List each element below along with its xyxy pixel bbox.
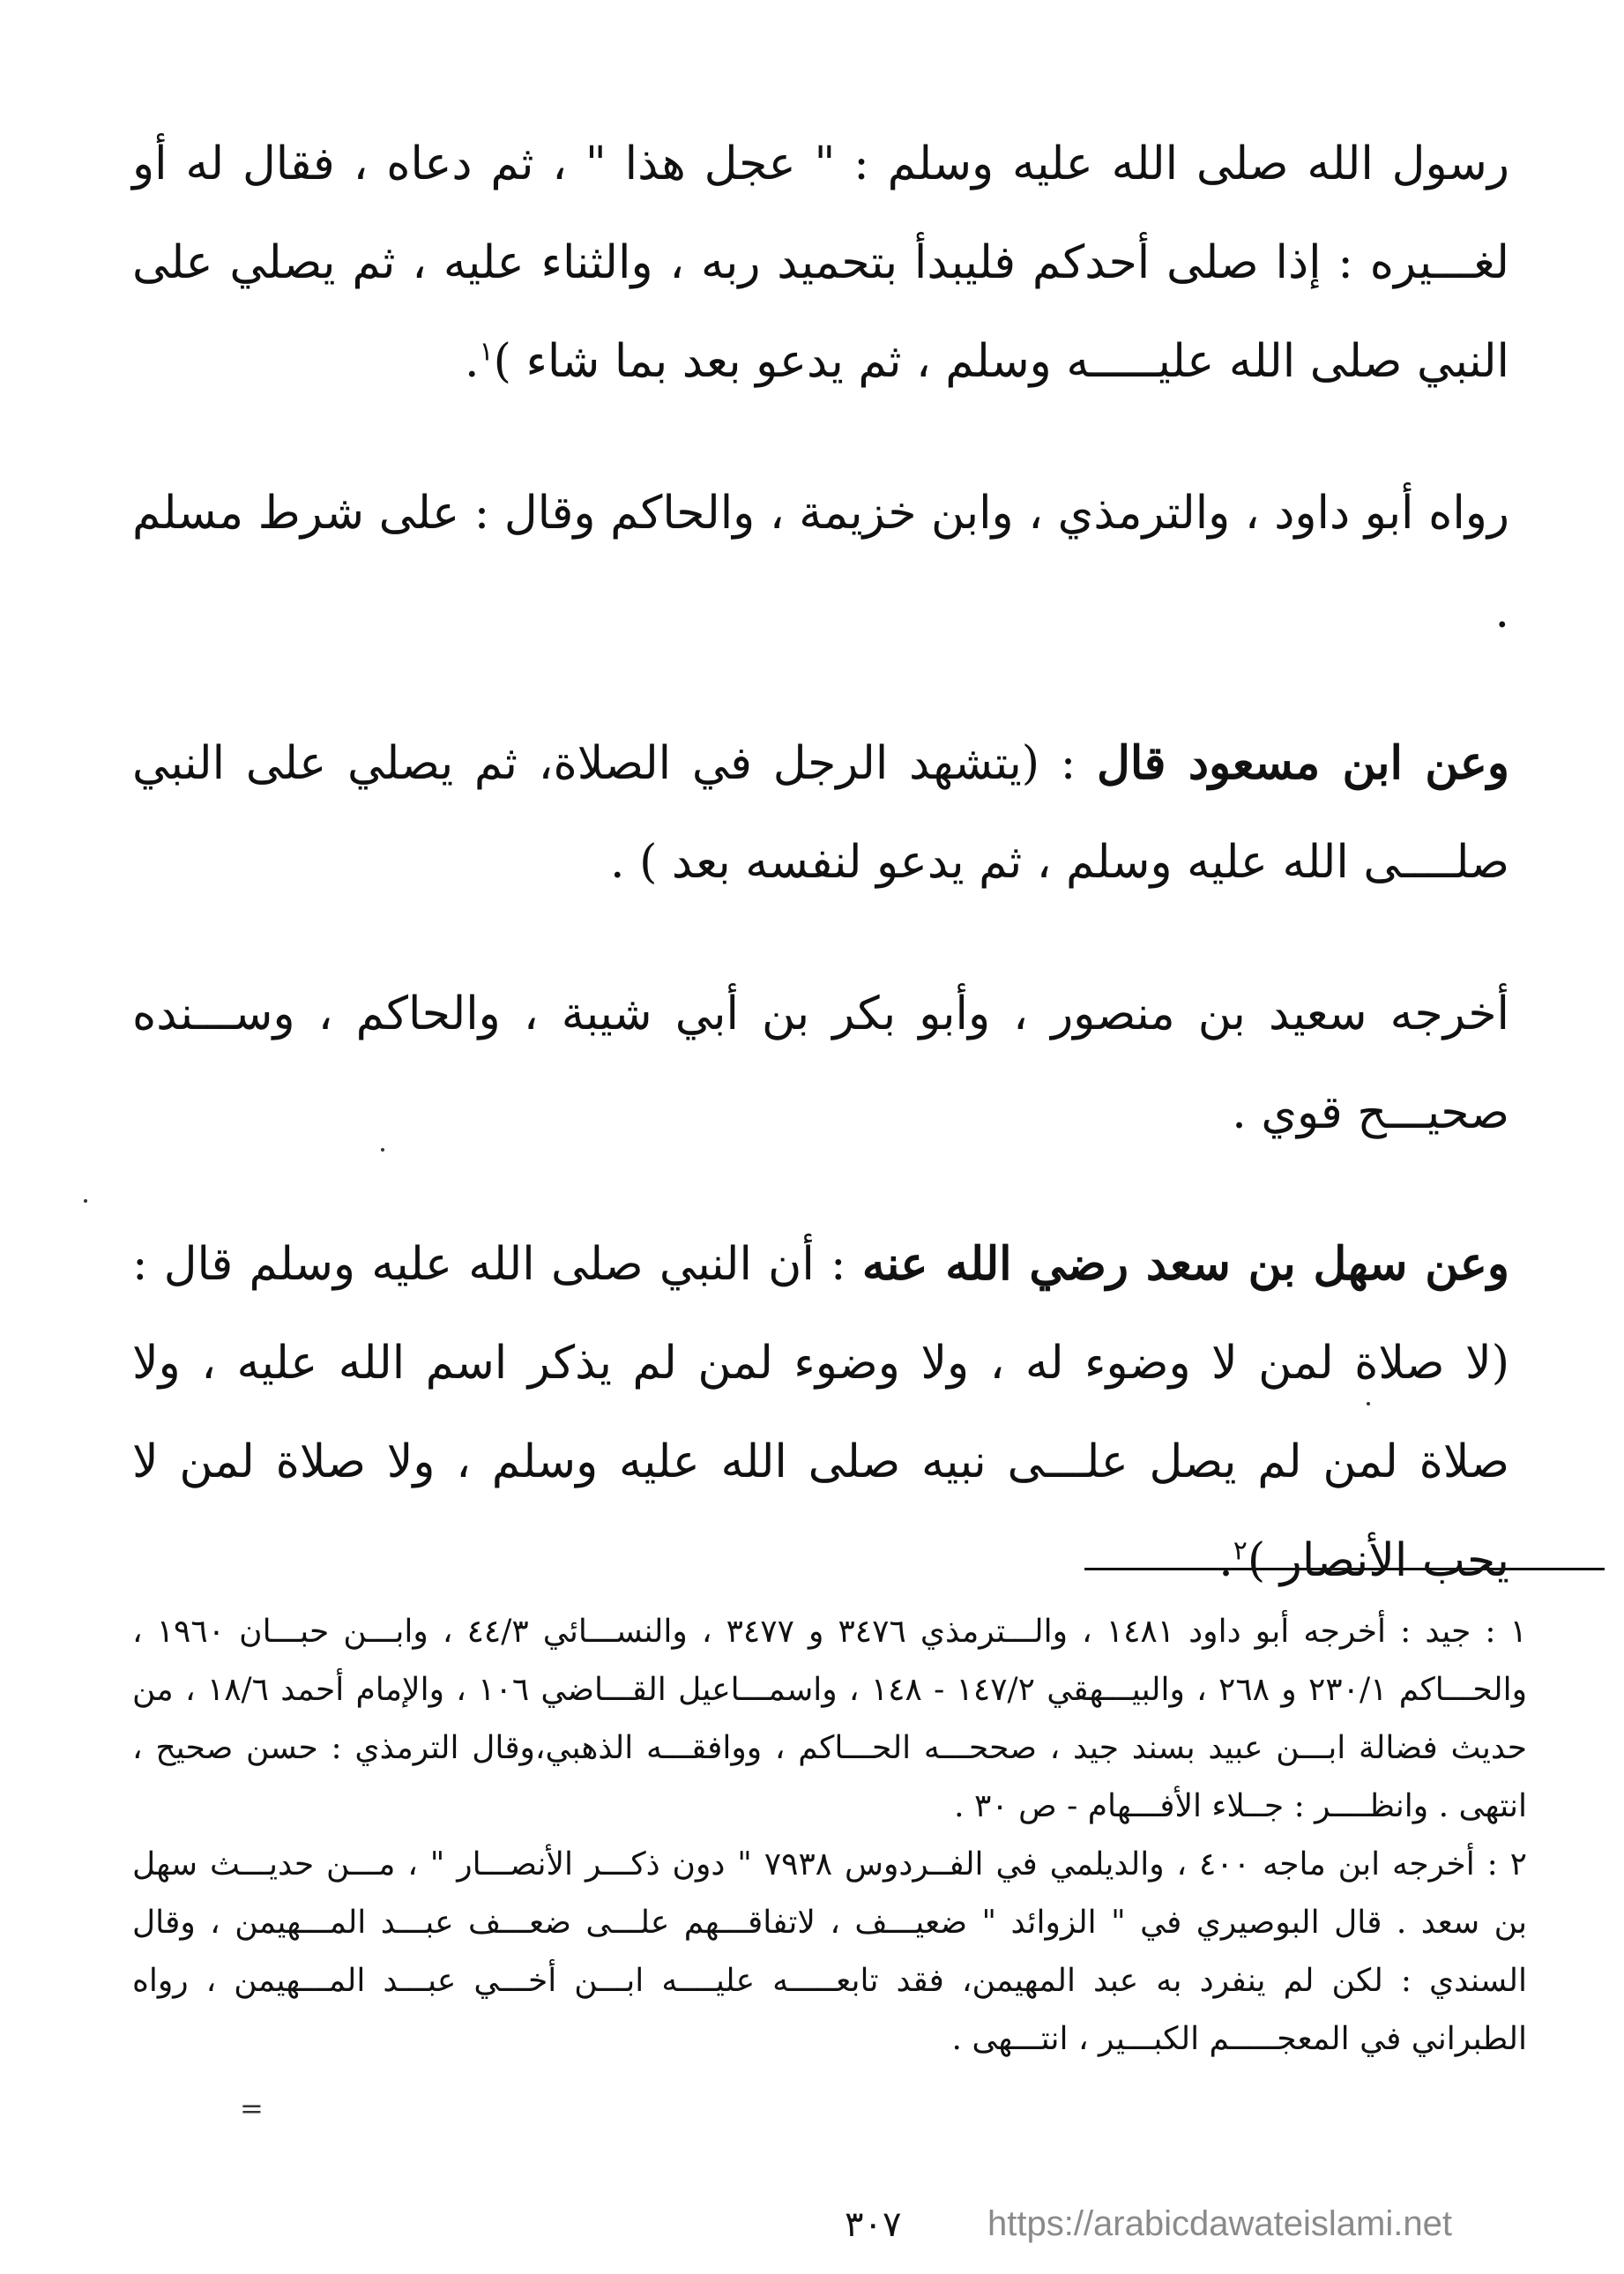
paragraph-takhrij-2	[132, 965, 1509, 1162]
scan-speck	[84, 1199, 87, 1203]
footnote-line: الطبراني في المعجـــــم الكبـــير ، انتـــهى .	[951, 2021, 1527, 2057]
paragraph-hadith-ibn-masud	[132, 714, 1509, 912]
footnote-reference[interactable]: ٢	[1233, 1535, 1248, 1567]
paragraph-hadith-sahl	[132, 1215, 1509, 1610]
footnote-line: ١٩٦٠ ، والحـــاكم ٢٣٠/١ و ٢٦٨ ، والبيـــهقي ١٤٧/٢ - ١٤٨ ، واسمـــاعيل القـــاضي ١٠٦ ،	[132, 1614, 1528, 1708]
footnote-line: سهل بن سعد . قال البوصيري في " الزوائد " ضعيـــف ، لاتفاقـــهم علـــى ضعـــف عبـــد المـــهيمن ،	[132, 1846, 1527, 1941]
text-line: لمن لا وضوء له ، ولا وضوء لمن لم يذكر اسم الله عليه ، ولا صلاة لمن لم يصل علـــى	[132, 1337, 1510, 1488]
text-line: نبيه صلى الله عليه وسلم ، ولا صلاة لمن لا يحب الأنصار )	[132, 1435, 1509, 1587]
text-line: عليه وسلم ، ثم يدعو لنفسه بعد ) .	[610, 836, 1268, 889]
text-tail: .	[1218, 1534, 1233, 1587]
scan-speck	[1367, 1402, 1370, 1405]
footnote-1	[132, 1603, 1527, 1836]
footnote-reference[interactable]: ١	[479, 336, 494, 368]
text-line: وسلم ، ثم يدعو بعد بما شاء )	[493, 335, 1052, 388]
watermark-url[interactable]: https://arabicdawateislami.net	[987, 2204, 1452, 2243]
stray-mark: =	[240, 2091, 264, 2125]
narrator-heading: وعن سهل بن سعد رضي الله عنه	[861, 1237, 1509, 1291]
footnote-line: الذهبي،وقال الترمذي : حسن صحيح ، انتهى . وانظــــر : جــلاء الأفـــهام - ص ٣٠ .	[132, 1730, 1527, 1824]
scan-speck	[381, 1148, 384, 1152]
footnote-line: وقال السندي : لكن لم ينفرد به عبد المهيمن، فقد تابعـــــه عليــــه ابـــن أخـــي عبـــد المـــهيمن ، رواه	[132, 1905, 1527, 1999]
text-line: قوي .	[1232, 1086, 1343, 1139]
footnote-line: ١ : جيد : أخرجه أبو داود ١٤٨١ ، والـــترمذي ٣٤٧٦ و ٣٤٧٧ ، والنســـائي ٤٤/٣ ، وابـــن حبـــان	[239, 1614, 1527, 1650]
text-line: رسول الله صلى الله عليه وسلم : " عجل هذا " ، ثم دعاه ، فقال له أو لغـــيره : إذا	[132, 138, 1510, 289]
paragraph-takhrij-1	[132, 464, 1509, 661]
paragraph-hadith-1	[132, 115, 1509, 411]
footnotes	[132, 1603, 1527, 2069]
main-text	[132, 115, 1509, 1610]
text-tail: .	[465, 335, 480, 388]
footnote-line: ٢ : أخرجه ابن ماجه ٤٠٠ ، والديلمي في الفــردوس ٧٩٣٨ " دون ذكـــر الأنصـــار " ، مـــن حديـــث	[209, 1846, 1527, 1883]
narrator-heading: وعن ابن مسعود قال	[1097, 736, 1509, 790]
text-line: أخرجه سعيد بن منصور ، وأبو بكر بن أبي شيبة ، والحاكم ، وســـنده صحيـــح	[132, 988, 1509, 1139]
footnote-2	[132, 1836, 1527, 2069]
text-line: : (يتشهد الرجل في الصلاة، ثم يصلي على النبي صلــــى الله	[132, 737, 1509, 889]
text-line: رواه أبو داود ، والترمذي ، وابن خزيمة ، والحاكم وقال : على شرط مسلم .	[132, 487, 1509, 638]
text-line: : أن النبي صلى الله عليه وسلم قال : (لا صلاة	[132, 1238, 1509, 1390]
footnote-divider	[1084, 1568, 1605, 1570]
page-number: ٣٠٧	[845, 2204, 902, 2245]
footnote-line: والإمام أحمد ١٨/٦ ، من حديث فضالة ابـــن عبيد بسند جيد ، صححـــه الحـــاكم ، ووافقـــه	[132, 1672, 1527, 1766]
text-line: صلى أحدكم فليبدأ بتحميد ربه ، والثناء عليه ، ثم يصلي على النبي صلى الله عليـــــه	[132, 236, 1509, 388]
